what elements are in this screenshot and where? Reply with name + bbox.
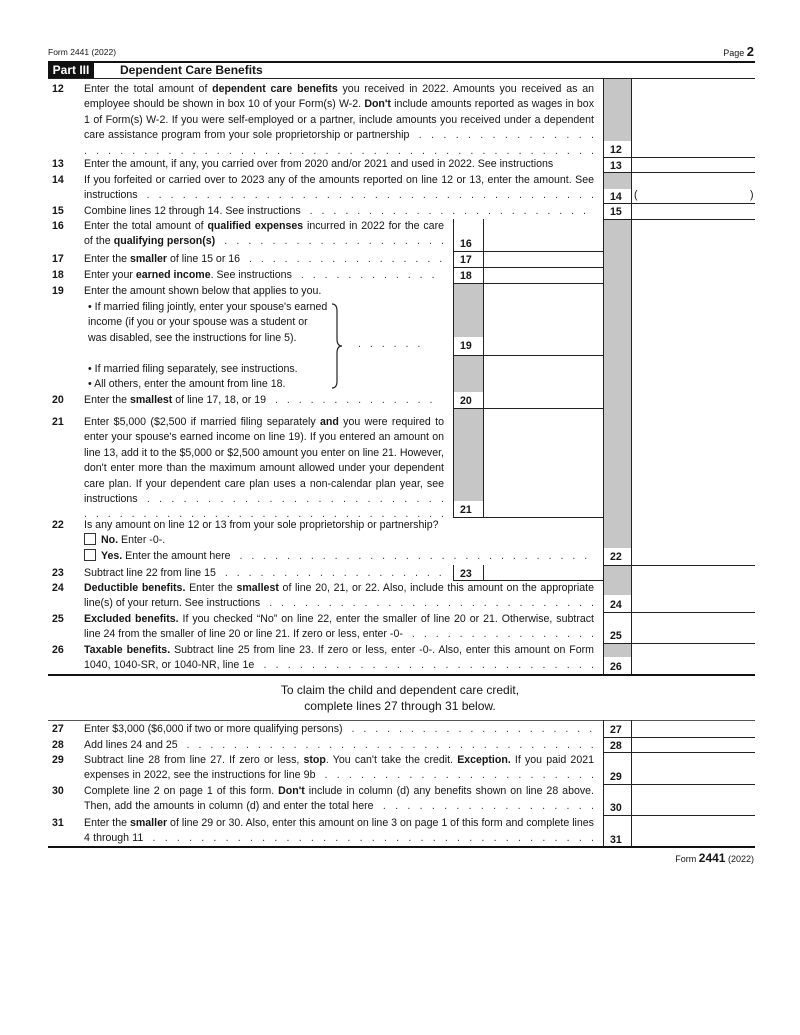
line-number: 30 xyxy=(52,785,64,797)
line-19-box-label: 19 xyxy=(460,340,472,352)
line-number: 15 xyxy=(52,205,64,217)
line-number: 14 xyxy=(52,174,64,186)
line-27-box-label: 27 xyxy=(610,724,622,736)
line-31-box-label: 31 xyxy=(610,834,622,846)
paren-open: ( xyxy=(634,189,638,201)
line-29-amount-field[interactable] xyxy=(633,769,753,784)
line-19-bullet-2: • If married filing separately, see instructions. xyxy=(88,363,298,375)
text-segment: you were required to enter your spouse's earned income on line 19). If you entered an amount on line 13, add it to the $5,000 or $2,500 amount you enter on line 21. However, don't enter more than the maximum amount allowed under your dependent care plan. If your dependent care plan uses a non-calendar plan year, see instructions xyxy=(84,416,444,506)
grid-line xyxy=(453,565,454,580)
text-segment: smallest xyxy=(129,394,173,406)
page-number xyxy=(723,44,754,59)
line-number: 13 xyxy=(52,158,64,170)
text-segment: Enter the xyxy=(84,817,130,829)
line-number: 17 xyxy=(52,253,64,265)
line-18-amount-field[interactable] xyxy=(485,268,601,283)
text-segment: Combine lines 12 through 14. See instructions xyxy=(84,205,301,217)
dot-leader: . . . . . . . . . . . . . . . . . . . . . . . . . . . . . . xyxy=(239,550,588,562)
line-number: 18 xyxy=(52,269,64,281)
text-segment: . See instructions xyxy=(210,269,292,281)
line-number: 23 xyxy=(52,567,64,579)
grid-line xyxy=(631,79,632,675)
line-14-text xyxy=(84,173,594,204)
text-segment: stop xyxy=(303,754,326,766)
line-30-amount-field[interactable] xyxy=(633,800,753,815)
text-segment: include amounts reported as wages in box 1 of Form(s) W-2. If you were self-employed or a partner, include amounts you received under a dependent care assistance program from your sole proprietorship or partnership xyxy=(84,98,594,142)
line-22-amount-field[interactable] xyxy=(633,549,753,564)
line-13-box-label: 13 xyxy=(610,160,622,172)
line-12-box-label: 12 xyxy=(610,144,622,156)
page-num: 2 xyxy=(746,44,754,59)
line-18-text xyxy=(84,268,444,283)
text-segment: dependent care benefits xyxy=(212,83,338,95)
section-divider xyxy=(48,674,755,676)
yes-label: Yes. xyxy=(101,550,123,562)
footer-year: (2022) xyxy=(725,854,754,864)
text-segment: Subtract line 22 from line 15 xyxy=(84,567,216,579)
text-segment: and xyxy=(319,416,339,428)
line-25-box-label: 25 xyxy=(610,630,622,642)
text-segment: Subtract line 28 from line 27. If zero or less, xyxy=(84,754,304,766)
text-segment: Enter $5,000 ($2,500 if married filing separately xyxy=(84,416,320,428)
line-23-amount-field[interactable] xyxy=(485,566,601,581)
line-number: 26 xyxy=(52,644,64,656)
line-15-amount-field[interactable] xyxy=(633,204,753,219)
line-17-text xyxy=(84,252,444,267)
text-segment: Enter $3,000 ($6,000 if two or more qualifying persons) xyxy=(84,723,343,735)
dot-leader: . . . . . . . . . . . . . . . . . . . . . xyxy=(351,723,593,735)
dot-leader: . . . . . . . . . . . . . . . . . . . . . . . . . . . . . . . . . . . . . xyxy=(152,832,594,845)
line-31-text xyxy=(84,816,594,847)
dot-leader: . . . . . . . . . . . . . . . . . . . xyxy=(224,567,442,579)
line-29-text xyxy=(84,753,594,784)
text-segment: earned income xyxy=(135,269,211,281)
dot-leader: . . . . . . . . . . . . . . . . . . . . . . . . . . . . . . . . . . . . . . xyxy=(146,189,594,202)
shaded-cell xyxy=(604,220,631,548)
line-12-text xyxy=(84,82,594,159)
no-checkbox[interactable] xyxy=(84,533,96,545)
grid-line xyxy=(453,355,603,356)
dot-leader: . . . . . . . . . . . . . . . . . . . . . . . . . . . . . . . . . . . . . . . . . . . . . . . . . . . . . . . . xyxy=(84,493,444,521)
dot-leader: . . . . . . . . . . . . . . xyxy=(274,394,433,406)
line-number: 19 xyxy=(52,285,64,297)
line-24-amount-field[interactable] xyxy=(633,597,753,612)
line-number: 12 xyxy=(52,83,64,95)
text-segment: Deductible benefits. xyxy=(84,582,186,594)
line-14-box-label: 14 xyxy=(610,191,622,203)
dot-leader: . . . . . . . . . . . . xyxy=(300,269,435,281)
text-segment: If you checked “No” on line 22, enter the smaller of line 20 or 21. Otherwise, subtract line 24 from the smaller of line 20 or line 21. If zero or less, enter -0- xyxy=(84,613,594,641)
line-15-box-label: 15 xyxy=(610,206,622,218)
line-21-amount-field[interactable] xyxy=(485,502,601,517)
line-19-bullet-3: • All others, enter the amount from line 18. xyxy=(88,378,286,390)
no-text: Enter -0-. xyxy=(118,534,166,546)
text-segment: Enter the xyxy=(84,253,130,265)
section-divider xyxy=(48,720,755,721)
text-segment: Excluded benefits. xyxy=(84,613,179,625)
dot-leader: . . . . . . . . . . . . . . . . . . . xyxy=(224,235,444,248)
text-segment: you received in 2022. Amounts you received as an employee should be shown in box 10 of your Form(s) W-2. xyxy=(84,83,594,111)
shaded-cell xyxy=(604,644,631,657)
line-27-text xyxy=(84,722,594,737)
line-26-text xyxy=(84,643,594,674)
text-segment: of line 29 or 30. Also, enter this amount on line 3 on page 1 of this form and complete lines 4 through 11 xyxy=(84,817,594,845)
line-number: 22 xyxy=(52,519,64,531)
line-18-box-label: 18 xyxy=(460,270,472,282)
line-number: 24 xyxy=(52,582,64,594)
text-segment: Don't xyxy=(364,98,391,111)
text-segment: Enter your xyxy=(84,269,136,281)
footer-form-num: 2441 xyxy=(698,851,726,865)
line-29-box-label: 29 xyxy=(610,771,622,783)
divider xyxy=(48,78,755,79)
line-30-text xyxy=(84,784,594,815)
text-segment: Enter the amount, if any, you carried over from 2020 and/or 2021 and used in 2022. See instructions xyxy=(84,158,554,170)
line-12-amount-field[interactable] xyxy=(633,142,753,157)
dot-leader: . . . . . . . . . . . . . . . . . . . . . . . . . . . . xyxy=(269,597,594,610)
text-segment: of line 20, 21, or 22. Also, include this amount on the appropriate line(s) of your return. See instructions xyxy=(84,582,594,610)
text-segment: of line 15 or 16 xyxy=(167,253,241,265)
yes-text: Enter the amount here xyxy=(122,550,231,562)
line-19-text xyxy=(84,284,464,299)
line-number: 20 xyxy=(52,394,64,406)
text-segment: Complete line 2 on page 1 of this form. xyxy=(84,785,279,797)
line-30-box-label: 30 xyxy=(610,802,622,814)
grid-line xyxy=(453,219,454,517)
line-number: 31 xyxy=(52,817,64,829)
shaded-cell xyxy=(604,566,631,595)
text-segment: Add lines 24 and 25 xyxy=(84,739,178,751)
grid-line xyxy=(603,643,755,644)
line-31-amount-field[interactable] xyxy=(633,832,753,847)
line-25-text xyxy=(84,612,594,643)
line-28-text xyxy=(84,738,594,753)
grid-line xyxy=(453,408,603,409)
shaded-cell xyxy=(454,409,483,501)
line-25-amount-field[interactable] xyxy=(633,628,753,643)
grid-line xyxy=(603,815,755,816)
grid-line xyxy=(483,565,484,580)
line-16-text xyxy=(84,219,444,250)
line-16-amount-field[interactable] xyxy=(485,236,601,251)
line-20-text xyxy=(84,393,444,408)
line-22-text: Is any amount on line 12 or 13 from your sole proprietorship or partnership? xyxy=(84,519,439,531)
line-26-amount-field[interactable] xyxy=(633,659,753,674)
paren-close: ) xyxy=(750,189,754,201)
text-segment: Subtract line 25 from line 23. If zero or less, enter -0-. Also, enter this amount on Form 1040, 1040-SR, or 1040-NR, line 1e xyxy=(84,644,594,672)
dot-leader: . . . . . . . . . . . . . . . . . . . . . . . . . . . . . . . . . . . xyxy=(186,739,594,751)
grid-line xyxy=(603,612,755,613)
dot-leader: . . . . . . xyxy=(358,338,421,350)
line-16-box-label: 16 xyxy=(460,238,472,250)
line-21-text xyxy=(84,415,444,523)
shaded-cell xyxy=(604,79,631,141)
text-segment: smallest xyxy=(236,582,279,594)
line-22-no-option[interactable] xyxy=(84,533,165,548)
line-19-amount-field[interactable] xyxy=(485,338,601,353)
credit-note-line-2: complete lines 27 through 31 below. xyxy=(304,699,496,713)
line-number: 28 xyxy=(52,739,64,751)
dot-leader: . . . . . . . . . . . . . . . . xyxy=(411,628,594,641)
line-14-amount-field[interactable] xyxy=(633,189,753,204)
line-24-box-label: 24 xyxy=(610,599,622,611)
text-segment: Taxable benefits. xyxy=(84,644,171,656)
footer-prefix: Form xyxy=(675,854,699,864)
footer-form-id xyxy=(675,851,754,865)
text-segment: incurred in 2022 for the care of the xyxy=(84,220,444,248)
dot-leader: . . . . . . . . . . . . . . . . . . . . . . . xyxy=(324,769,594,782)
line-13-text xyxy=(84,157,594,172)
line-number: 29 xyxy=(52,754,64,766)
part-title: Dependent Care Benefits xyxy=(120,63,263,77)
line-number: 21 xyxy=(52,416,64,428)
dot-leader: . . . . . . . . . . . . . . . . . . . . . . . . . . . . . . . . . . . . . . . . . . . . . . . . . . . . . . . . . . xyxy=(84,129,594,157)
line-number: 27 xyxy=(52,723,64,735)
text-segment: Don't xyxy=(278,785,305,797)
line-number: 16 xyxy=(52,220,64,232)
shaded-cell xyxy=(604,173,631,189)
line-27-amount-field[interactable] xyxy=(633,722,753,737)
line-number: 25 xyxy=(52,613,64,625)
dot-leader: . . . . . . . . . . . . . . . . . . . . . . . . . . . . xyxy=(263,659,594,672)
text-segment: Enter the total amount of xyxy=(84,220,208,232)
dot-leader: . . . . . . . . . . . . . . . . . xyxy=(249,253,443,265)
text-segment: Enter the total amount of xyxy=(84,83,213,95)
text-segment: Enter the xyxy=(84,394,130,406)
line-22-box-label: 22 xyxy=(610,551,622,563)
line-19-bullet-1: • If married filing jointly, enter your spouse's earned income (if you or your spouse was a student or was disabled, see the instructions for line 5). xyxy=(88,301,328,344)
line-23-text xyxy=(84,566,444,581)
text-segment: If you paid 2021 expenses in 2022, see the instructions for line 9b xyxy=(84,754,594,782)
text-segment: smaller xyxy=(129,253,168,265)
text-segment: Exception. xyxy=(457,754,511,766)
line-28-amount-field[interactable] xyxy=(633,738,753,753)
dot-leader: . . . . . . . . . . . . . . . . . . xyxy=(382,800,594,813)
brace-icon xyxy=(330,303,344,389)
text-segment: Enter the amount shown below that applies to you. xyxy=(84,285,322,297)
text-segment: qualifying person(s) xyxy=(113,235,216,248)
grid-line xyxy=(603,79,604,675)
line-26-box-label: 26 xyxy=(610,661,622,673)
text-segment: of line 17, 18, or 19 xyxy=(172,394,266,406)
line-13-amount-field[interactable] xyxy=(633,158,753,173)
text-segment: . You can't take the credit. xyxy=(325,754,458,766)
line-20-amount-field[interactable] xyxy=(485,393,601,408)
credit-note-line-1: To claim the child and dependent care credit, xyxy=(280,683,520,697)
line-24-text xyxy=(84,581,594,612)
grid-line xyxy=(603,784,755,785)
grid-line xyxy=(453,283,603,284)
yes-checkbox[interactable] xyxy=(84,549,96,561)
line-21-box-label: 21 xyxy=(460,504,472,516)
grid-line xyxy=(603,565,755,566)
line-23-box-label: 23 xyxy=(460,568,472,580)
no-label: No. xyxy=(101,534,119,546)
line-28-box-label: 28 xyxy=(610,740,622,752)
form-id: Form 2441 (2022) xyxy=(48,47,117,57)
dot-leader: . . . . . . . . . . . . . . . . . . . . . . . . xyxy=(309,205,586,217)
page-label: Page xyxy=(723,48,747,58)
part-label: Part III xyxy=(48,63,94,78)
text-segment: smaller xyxy=(129,817,168,829)
shaded-cell xyxy=(454,356,483,392)
text-segment: If you forfeited or carried over to 2023 any of the amounts reported on line 12 or 13, enter the amount. See instructions xyxy=(84,174,594,202)
text-segment: Enter the xyxy=(185,582,237,594)
line-17-box-label: 17 xyxy=(460,254,472,266)
line-15-text xyxy=(84,204,594,219)
grid-line xyxy=(483,219,484,517)
grid-line xyxy=(603,219,755,220)
line-17-amount-field[interactable] xyxy=(485,252,601,267)
line-20-box-label: 20 xyxy=(460,395,472,407)
text-segment: qualified expenses xyxy=(207,220,304,232)
text-segment: include in column (d) any benefits shown on line 28 above. Then, add the amounts in column (d) and enter the total here xyxy=(84,785,594,813)
line-22-yes-option[interactable] xyxy=(84,549,594,564)
